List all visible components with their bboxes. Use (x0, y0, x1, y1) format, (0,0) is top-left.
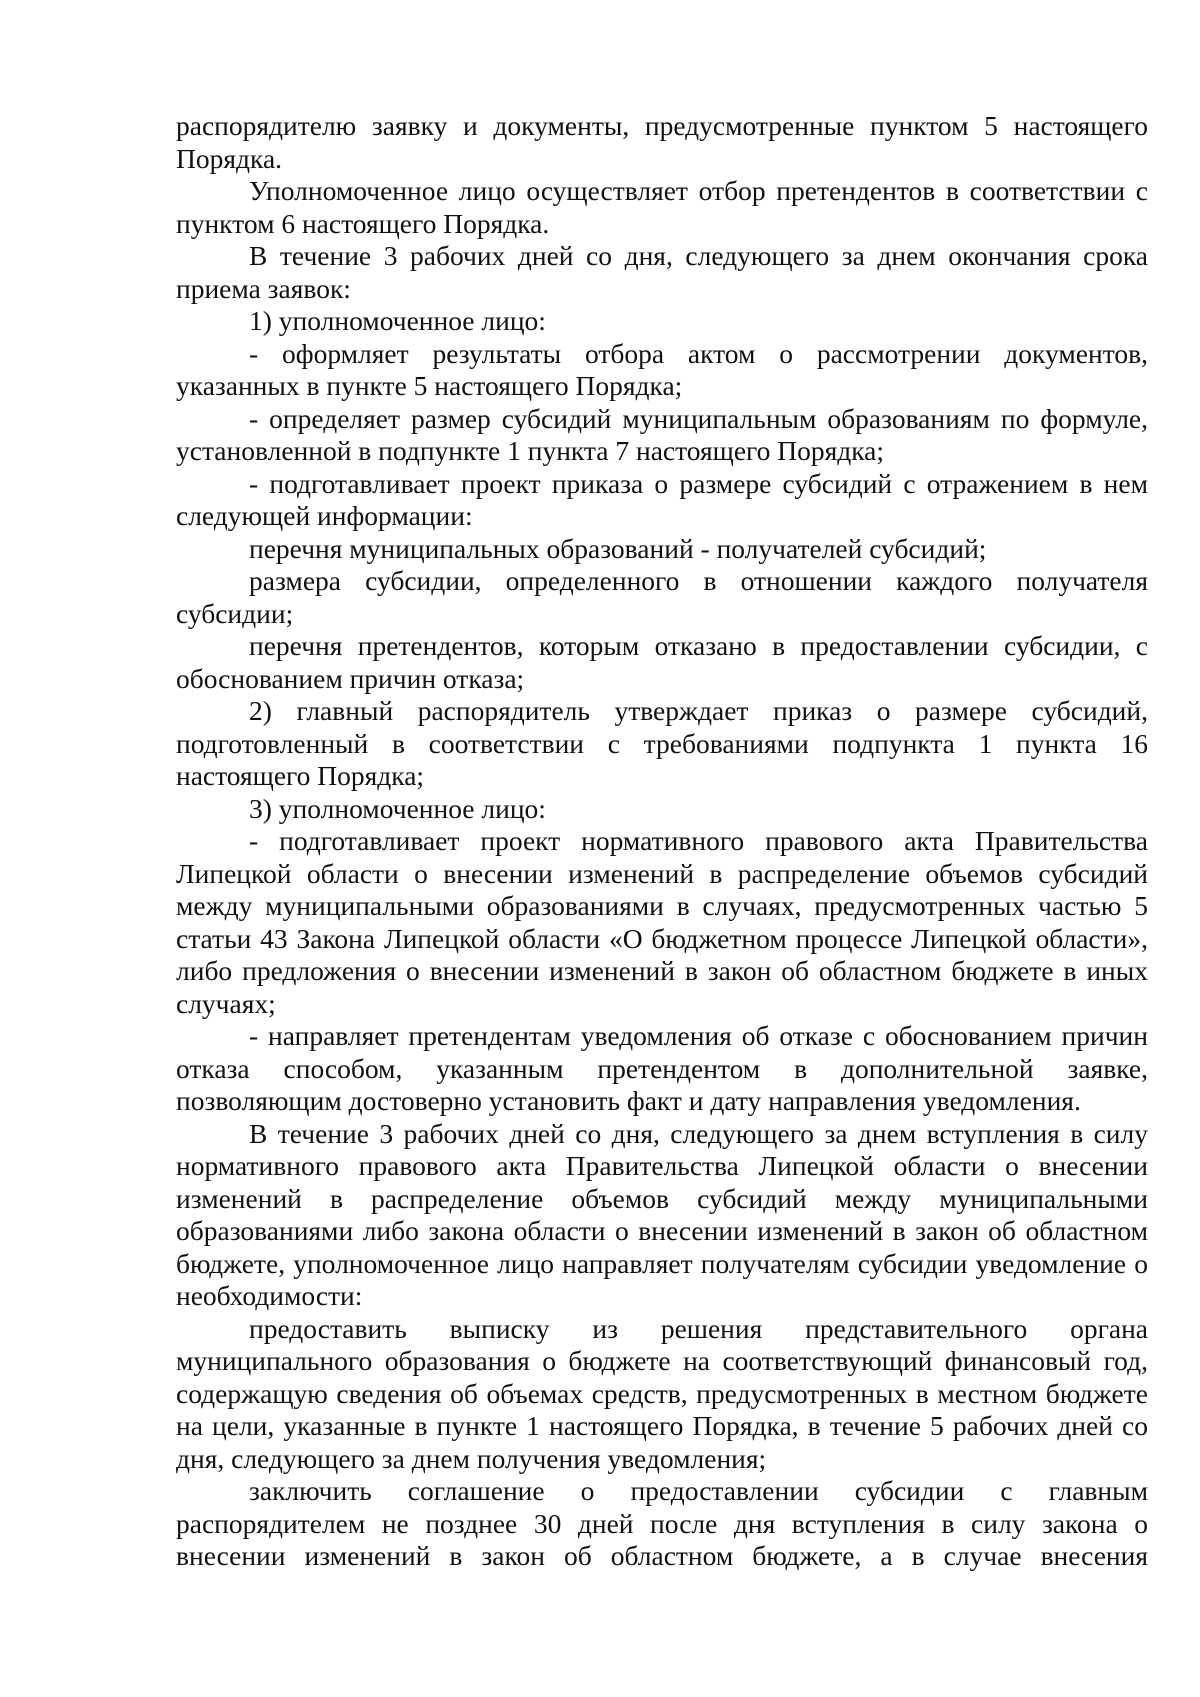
paragraph: В течение 3 рабочих дней со дня, следующего за днем вступления в силу нормативного правового акта Правительства Липецкой области о внесении изменений в распределение объемов субсидий между муниципальными образованиями либо закона области о внесении изменений в закон об областном бюджете, уполномоченное лицо направляет получателям субсидии уведомление о необходимости: (176, 1117, 1148, 1311)
paragraph: предоставить выписку из решения представительного органа муниципального образования о бюджете на соответствующий финансовый год, содержащую сведения об объемах средств, предусмотренных в местном бюджете на цели, указанные в пункте 1 настоящего Порядка, в течение 5 рабочих дней со дня, следующего за днем получения уведомления; (176, 1312, 1148, 1474)
paragraph: заключить соглашение о предоставлении субсидии с главным распорядителем не позднее 30 дней после дня вступления в силу закона о внесении изменений в закон об областном бюджете, а в случае внесения (176, 1475, 1148, 1571)
paragraph: перечня претендентов, которым отказано в предоставлении субсидии, с обоснованием причин отказа; (176, 630, 1148, 694)
paragraph: - подготавливает проект приказа о размере субсидий с отражением в нем следующей информации: (176, 467, 1148, 531)
paragraph: 3) уполномоченное лицо: (249, 792, 546, 824)
paragraph: - определяет размер субсидий муниципальным образованиям по формуле, установленной в подпункте 1 пункта 7 настоящего Порядка; (176, 402, 1148, 466)
paragraph: 2) главный распорядитель утверждает приказ о размере субсидий, подготовленный в соответствии с требованиями подпункта 1 пункта 16 настоящего Порядка; (176, 695, 1148, 791)
document-body (176, 110, 1148, 1573)
paragraph: В течение 3 рабочих дней со дня, следующего за днем окончания срока приема заявок: (176, 240, 1148, 304)
paragraph: - оформляет результаты отбора актом о рассмотрении документов, указанных в пункте 5 настоящего Порядка; (176, 337, 1148, 401)
paragraph: Уполномоченное лицо осуществляет отбор претендентов в соответствии с пунктом 6 настоящего Порядка. (176, 175, 1148, 239)
paragraph: распорядителю заявку и документы, предусмотренные пунктом 5 настоящего Порядка. (176, 110, 1148, 174)
paragraph: - направляет претендентам уведомления об отказе с обоснованием причин отказа способом, указанным претендентом в дополнительной заявке, позволяющим достоверно установить факт и дату направления уведомления. (176, 1020, 1148, 1116)
paragraph: перечня муниципальных образований - получателей субсидий; (249, 532, 987, 564)
paragraph: размера субсидии, определенного в отношении каждого получателя субсидии; (176, 565, 1148, 629)
paragraph: 1) уполномоченное лицо: (249, 305, 546, 336)
paragraph: - подготавливает проект нормативного правового акта Правительства Липецкой области о внесении изменений в распределение объемов субсидий между муниципальными образованиями в случаях, предусмотренных частью 5 статьи 43 Закона Липецкой области «О бюджетном процессе Липецкой области», либо предложения о внесении изменений в закон об областном бюджете в иных случаях; (176, 825, 1148, 1019)
